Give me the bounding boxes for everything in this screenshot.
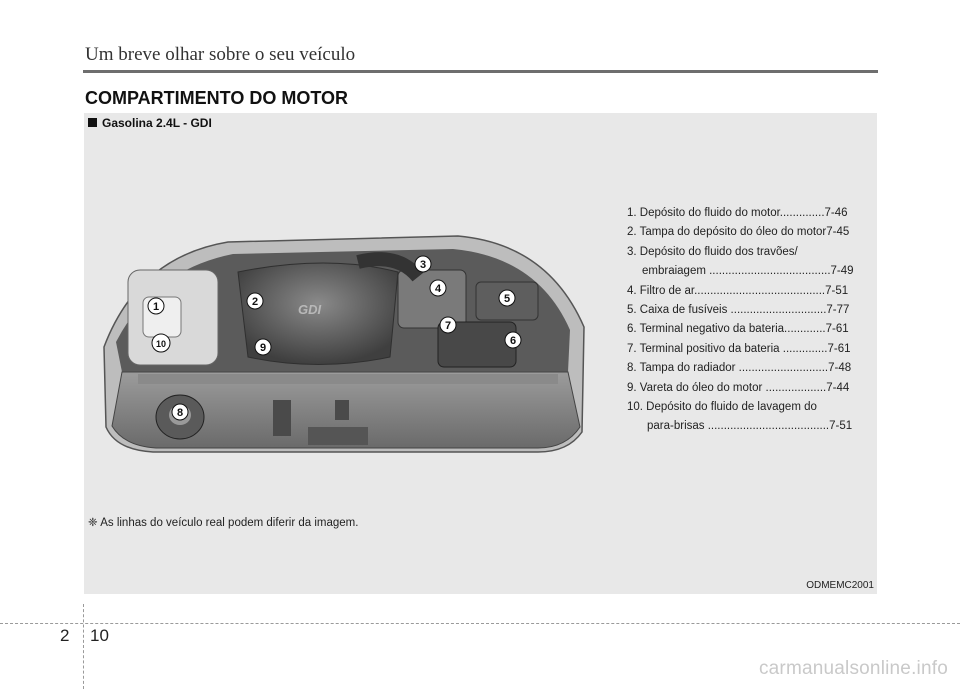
legend-item: 7. Terminal positivo da bateria ..............7-61 [627, 342, 851, 355]
legend-item: 6. Terminal negativo da bateria.............7-61 [627, 323, 849, 336]
callout-3 [415, 256, 431, 272]
svg-text:8: 8 [176, 407, 184, 419]
chapter-number: 2 [60, 626, 70, 645]
legend-item: 9. Vareta do óleo do motor ...................7-44 [627, 381, 850, 394]
legend-item: 8. Tampa do radiador ............................7-48 [627, 362, 852, 375]
legend-item: 3. Depósito do fluido dos travões/ embraiagem ......................................7-49 [627, 245, 854, 278]
legend-item: 10. Depósito do fluido de lavagem do para-brisas ......................................7-51 [627, 401, 853, 433]
asterisk-icon: ❈ [88, 517, 98, 529]
running-header: Um breve olhar sobre o seu veículo [85, 44, 356, 65]
svg-text:4: 4 [434, 283, 442, 295]
component-legend [627, 204, 877, 437]
callout-10 [152, 334, 170, 352]
footer-divider [83, 604, 84, 689]
svg-text:5: 5 [503, 293, 511, 305]
callout-1 [148, 298, 164, 314]
callout-9 [255, 339, 271, 355]
svg-text:2: 2 [251, 296, 259, 308]
legend-item: 4. Filtro de ar.........................................7-51 [627, 284, 849, 297]
engine-variant [88, 116, 212, 130]
svg-text:7: 7 [444, 320, 452, 332]
callout-4 [430, 280, 446, 296]
callout-8 [172, 404, 188, 420]
legend-item: 5. Caixa de fusíveis ..............................7-77 [627, 304, 850, 317]
engine-variant-label: Gasolina 2.4L - GDI [102, 116, 212, 130]
svg-text:10: 10 [155, 339, 167, 349]
disclaimer-text: As linhas do veículo real podem diferir da imagem. [100, 517, 359, 529]
svg-text:6: 6 [509, 335, 517, 347]
footer-rule [0, 623, 960, 624]
page-number: 10 [90, 626, 109, 645]
image-disclaimer [88, 515, 358, 529]
watermark: carmanualsonline.info [758, 658, 948, 679]
svg-text:9: 9 [259, 342, 267, 354]
section-title: COMPARTIMENTO DO MOTOR [85, 88, 348, 108]
legend-item: 1. Depósito do fluido do motor..............7-46 [627, 207, 848, 219]
legend-item: 2. Tampa do depósito do óleo do motor7-45 [627, 226, 850, 239]
svg-text:3: 3 [419, 259, 427, 271]
svg-text:1: 1 [152, 301, 160, 313]
header-rule [83, 70, 878, 73]
figure-code: ODMEMC2001 [806, 580, 874, 591]
square-bullet-icon [88, 118, 97, 127]
callout-5 [499, 290, 515, 306]
callout-6 [505, 332, 521, 348]
engine-bay-illustration [98, 222, 588, 454]
callout-2 [247, 293, 263, 309]
callout-7 [440, 317, 456, 333]
engine-badge: GDI [298, 302, 322, 317]
